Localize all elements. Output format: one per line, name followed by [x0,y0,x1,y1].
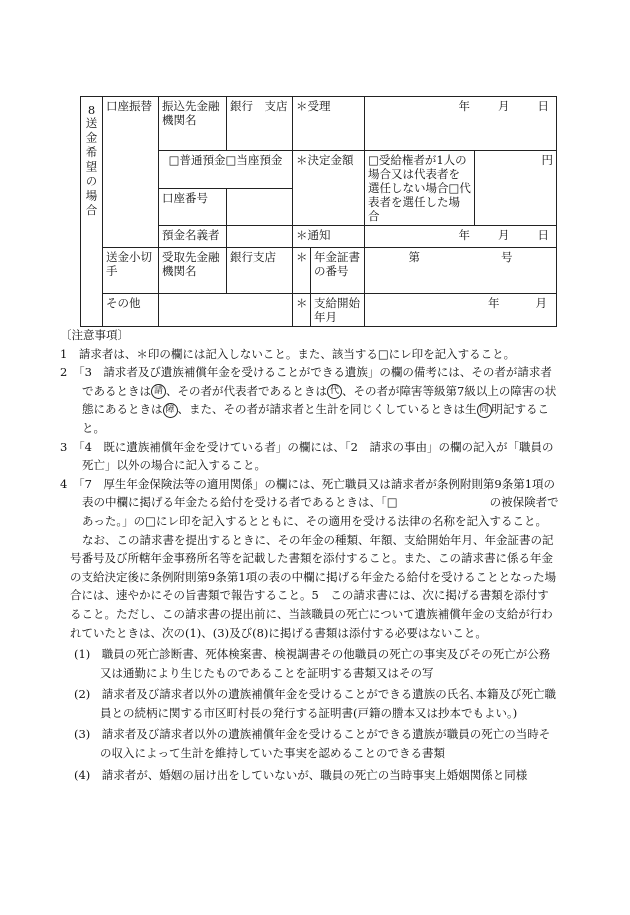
receipt-day: 日 [537,99,549,113]
yen-unit: 円 [541,153,553,167]
cert-number-field[interactable] [365,248,557,294]
bank-branch-field[interactable] [227,97,293,151]
cert-suffix: 号 [501,250,513,264]
account-type-checkboxes[interactable]: □普通預金□当座預金 [159,151,293,189]
section-number: 8 [87,103,96,117]
receipt-month: 月 [498,99,510,113]
note-2-part-e: 明記すること。 [82,402,549,435]
notice-date-field[interactable] [365,226,557,248]
attachment-2: (2) 請求者及び請求者以外の遺族補償年金を受けることができる遺族の氏名､本籍及び死亡職員との続柄に関する市区町村長の発行する証明書(戸籍の謄本又は抄本でもよい。) [74,687,557,720]
note-2-part-b: 、その者が代表者であるときは [166,383,327,398]
receipt-year: 年 [458,99,470,113]
notes-section [60,326,560,784]
decision-amount-label: ＊決定金額 [293,151,365,226]
receiving-branch-text: 銀行支店 [230,250,276,264]
section-8-cell [81,97,103,327]
representative-checkboxes[interactable]: □受給権者が1人の場合又は代表者を選任しない場合□代表者を選任した場合 [365,151,475,226]
start-month: 月 [535,296,547,310]
notice-year: 年 [458,228,470,242]
account-number-label: 口座番号 [159,188,227,226]
start-year: 年 [488,296,500,310]
receipt-date-field[interactable] [365,97,557,151]
bank-transfer-label: 口座振替 [103,97,159,248]
remittance-form-table [80,96,557,327]
circle-sho-mark: 障 [163,403,178,418]
note-5-paragraph: なお、この請求書を提出するときに、その年金の種類、年額、支給開始年月、年金証書の記号番号及び所轄年金事務所名等を記載した書類を添付すること。また、この請求書に係る年金の支給決定後に条例附則第9条第1項の表の中欄に掲げる年金たる給付を受けることとなった場合には、速やかにその旨書類で報告すること。5 この請求書には、次に掲げる書類を添付すること。ただし、この請求書の提出前に、当該職員の死亡について遺族補償年金の支給が行われていたときは、次の(1)、(3)及び(8)に掲げる書類は添付する必要はないこと。 [70,532,557,640]
note-2-part-d: 、また、その者が請求者と生計を同じくしているときは生 [177,402,477,417]
notice-label: ＊通知 [293,226,365,248]
pension-cert-label: 年金証書の番号 [311,248,365,294]
attachment-3: (3) 請求者及び請求者以外の遺族補償年金を受けることができる遺族が職員の死亡の当時その収入によって生計を維持していた事実を認めることのできる書類 [74,727,551,761]
decision-amount-field[interactable] [475,151,557,226]
note-2-part-c: 、その者が障害等級第7級以上の障害の状態にあるときは [82,383,557,417]
receiving-bank-label: 受取先金融機関名 [159,248,227,294]
note-2-part-a: 2 「3 請求者及び遺族補償年金を受けることができる遺族」の欄の備考には、その者が請求者であるときは [60,365,552,398]
bank-name-label: 振込先金融機関名 [159,97,227,151]
notice-day: 日 [537,228,549,242]
notes-heading: 〔注意事項〕 [60,328,129,342]
attachment-1: (1) 職員の死亡診断書、死体検案書、検視調書その他職員の死亡の事実及びその死亡が公務又は通勤により生じたものであることを証明する書類又はその写 [74,647,551,680]
bank-branch-text: 銀行 支店 [230,99,288,113]
receipt-label: ＊受理 [293,97,365,151]
circle-dai-mark: 代 [327,384,342,399]
payment-start-field[interactable] [365,294,557,327]
note-4: 4 「7 厚生年金保険法等の適用関係」の欄には、死亡職員又は請求者が条例附則第9条第1項の表の中欄に掲げる年金たる給付を受ける者であるときは、「□ の被保険者であった。」の□にレ印を記入するとともに、その適用を受ける法律の名称を記入すること。 [60,476,559,528]
depositor-label: 預金名義者 [159,226,227,248]
other-label: その他 [103,294,159,327]
depositor-field[interactable] [227,226,293,248]
note-2 [60,363,560,437]
section-label: 送金希望の場合 [84,117,99,219]
start-asterisk: ＊ [293,294,311,327]
circle-sei-mark: 請 [151,384,166,399]
attachment-4: (4) 請求者が、婚姻の届け出をしていないが、職員の死亡の当時事実上婚姻関係と同様 [74,767,528,782]
cert-asterisk: ＊ [293,248,311,294]
note-3: 3 「4 既に遺族補償年金を受けている者」の欄には、「2 請求の事由」の欄の記入が「職員の死亡」以外の場合に記入すること。 [60,439,554,473]
other-field[interactable] [159,294,293,327]
remittance-check-label: 送金小切手 [103,248,159,294]
account-number-field[interactable] [227,188,293,226]
payment-start-label: 支給開始年月 [311,294,365,327]
cert-prefix: 第 [408,250,420,264]
circle-dou-mark: 同 [477,403,492,418]
receiving-branch-field[interactable] [227,248,293,294]
note-1: 1 請求者は、＊印の欄には記入しないこと。また、該当する□にレ印を記入すること。 [60,346,516,361]
notice-month: 月 [498,228,510,242]
